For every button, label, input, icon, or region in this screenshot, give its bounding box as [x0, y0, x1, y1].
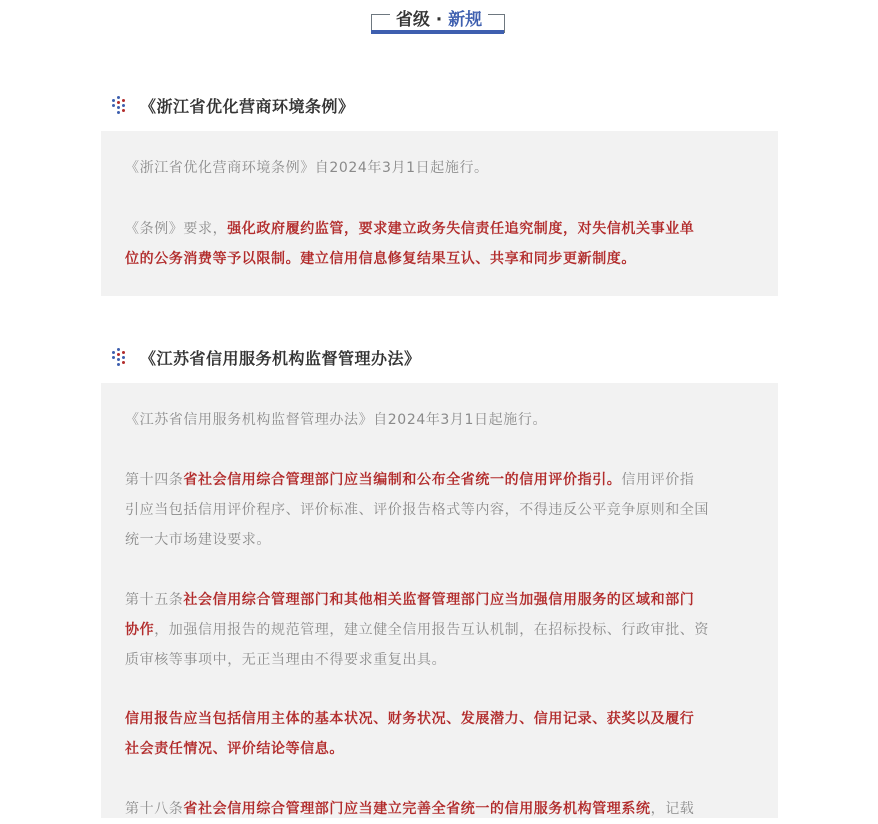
requirements-intro: 《条例》要求， — [125, 221, 228, 237]
page-title — [0, 9, 878, 31]
article-number: 第十八条 — [125, 801, 184, 817]
article-emphasis: 协作 — [125, 622, 155, 638]
paragraph-requirements — [125, 214, 752, 274]
article-text: 统一大市场建设要求。 — [125, 532, 271, 548]
effective-date-text: 《浙江省优化营商环境条例》自2024年3月1日起施行。 — [125, 160, 489, 176]
paragraph-effective-date — [125, 405, 752, 435]
requirements-emphasis-1: 强化政府履约监管，要求建立政务失信责任追究制度，对失信机关事业单 — [227, 221, 695, 237]
paragraph-article-18 — [125, 794, 752, 824]
dots-grid-icon — [112, 96, 128, 114]
effective-date-text: 《江苏省信用服务机构监督管理办法》自2024年3月1日起施行。 — [125, 412, 548, 428]
page-header — [0, 0, 878, 40]
paragraph-article-15 — [125, 585, 752, 675]
section-title-zhejiang — [112, 93, 355, 117]
report-emphasis: 信用报告应当包括信用主体的基本状况、财务状况、发展潜力、信用记录、获奖以及履行 — [125, 711, 695, 727]
requirements-emphasis-2: 位的公务消费等予以限制。建立信用信息修复结果互认、共享和同步更新制度。 — [125, 251, 636, 267]
article-number: 第十五条 — [125, 592, 184, 608]
article-number: 第十四条 — [125, 472, 184, 488]
article-text: 引应当包括信用评价程序、评价标准、评价报告格式等内容，不得违反公平竞争原则和全国 — [125, 502, 709, 518]
title-accent: 新规 — [448, 10, 483, 30]
article-text: 质审核等事项中，无正当理由不得要求重复出具。 — [125, 652, 447, 668]
article-text: ，加强信用报告的规范管理，建立健全信用报告互认机制，在招标投标、行政审批、资 — [154, 622, 710, 638]
paragraph-article-14 — [125, 465, 752, 555]
article-emphasis: 社会信用综合管理部门和其他相关监督管理部门应当加强信用服务的区域和部门 — [183, 592, 695, 608]
section-title-jiangsu — [112, 345, 421, 369]
dots-grid-icon — [112, 348, 128, 366]
paragraph-effective-date — [125, 153, 752, 183]
article-emphasis: 省社会信用综合管理部门应当建立完善全省统一的信用服务机构管理系统 — [183, 801, 651, 817]
paragraph-report-contents — [125, 704, 752, 764]
article-emphasis: 省社会信用综合管理部门应当编制和公布全省统一的信用评价指引。 — [183, 472, 622, 488]
article-text: 信用评价指 — [621, 472, 695, 488]
article-text: ，记载 — [650, 801, 695, 817]
section-heading: 《浙江省优化营商环境条例》 — [140, 96, 355, 116]
title-prefix: 省级 — [395, 10, 430, 30]
section-heading: 《江苏省信用服务机构监督管理办法》 — [140, 348, 421, 368]
report-emphasis: 社会责任情况、评价结论等信息。 — [125, 741, 344, 757]
title-dot: · — [435, 10, 443, 30]
